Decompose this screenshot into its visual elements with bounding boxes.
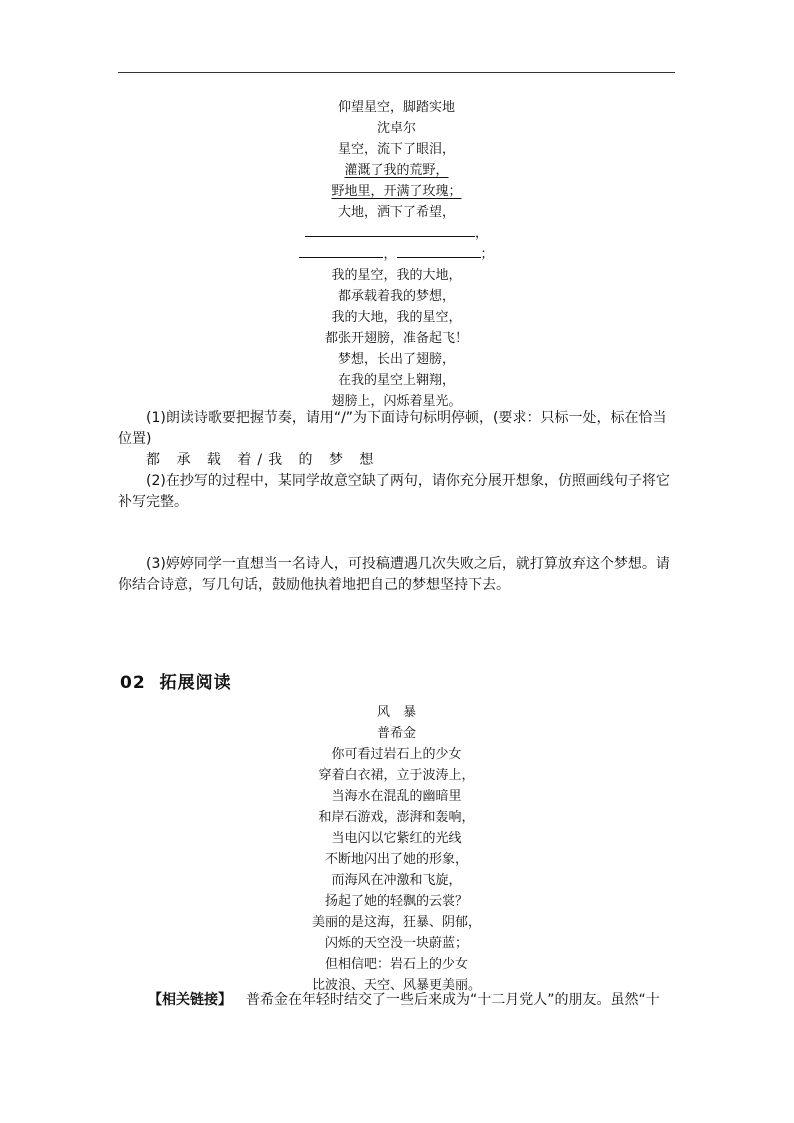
blank-line-2[interactable]: ， ； <box>118 244 675 265</box>
poem-2-title: 风 暴 <box>376 705 416 720</box>
poem-1-line: 我的大地，我的星空， <box>331 310 462 325</box>
poem-2-line: 和岸石游戏，澎湃和轰响， <box>318 810 475 825</box>
poem-1-underlined-line: 野地里，开满了玫瑰； <box>331 184 462 199</box>
poem-2-line: 比波浪、天空、风暴更美丽。 <box>311 978 481 993</box>
poem-2-line: 闪烁的天空没一块蔚蓝； <box>324 936 468 951</box>
section-heading <box>120 668 232 693</box>
section-title: 拓展阅读 <box>159 673 232 693</box>
poem-1-line: 梦想，长出了翅膀， <box>337 352 455 367</box>
poem-1-title: 仰望星空，脚踏实地 <box>337 100 455 115</box>
poem-2-author: 普希金 <box>376 726 416 741</box>
poem-1-line: 翅膀上，闪烁着星光。 <box>331 394 462 409</box>
question-1-sample: 都 承 载 着/我 的 梦 想 <box>146 452 380 468</box>
question-1: (1)朗读诗歌要把握节奏，请用“/”为下面诗句标明停顿，(要求：只标一处，标在恰当位置) <box>118 410 667 447</box>
poem-1-line: 都承载着我的梦想， <box>337 289 455 304</box>
poem-1-line: 大地，洒下了希望， <box>337 205 455 220</box>
poem-2-line: 美丽的是这海，狂暴、阴郁， <box>311 915 481 930</box>
poem-2-line: 当海水在混乱的幽暗里 <box>331 789 462 804</box>
poem-1-line: 在我的星空上翱翔， <box>337 373 455 388</box>
poem-2-line: 当电闪以它紫红的光线 <box>331 831 462 846</box>
poem-2-line: 不断地闪出了她的形象， <box>324 852 468 867</box>
poem-1 <box>118 97 675 412</box>
poem-2-line: 扬起了她的轻飘的云裳？ <box>324 894 468 909</box>
poem-1-line: 都张开翅膀，准备起飞！ <box>324 331 468 346</box>
poem-2-line: 穿着白衣裙，立于波涛上， <box>318 768 475 783</box>
related-link-tag: 【相关链接】 <box>148 992 232 1008</box>
poem-2-line: 但相信吧：岩石上的少女 <box>324 957 468 972</box>
blank-line-1[interactable]: ， <box>118 223 675 244</box>
poem-1-author: 沈卓尔 <box>376 121 416 136</box>
poem-1-line: 星空，流下了眼泪， <box>337 142 455 157</box>
question-2: (2)在抄写的过程中，某同学故意空缺了两句，请你充分展开想象，仿照画线句子将它补写完整。 <box>118 473 670 510</box>
fill-blank[interactable] <box>305 223 475 237</box>
poem-2 <box>118 702 675 996</box>
poem-2-line: 你可看过岩石上的少女 <box>331 747 462 762</box>
header-rule <box>118 72 675 73</box>
related-link-text: 普希金在年轻时结交了一些后来成为“十二月党人”的朋友。虽然“十 <box>246 992 660 1008</box>
poem-2-line: 而海风在冲激和飞旋， <box>331 873 462 888</box>
poem-1-underlined-line: 灌溉了我的荒野， <box>344 163 449 178</box>
section-number: 02 <box>120 673 146 693</box>
related-link <box>148 990 688 1010</box>
poem-1-line: 我的星空，我的大地， <box>331 268 462 283</box>
question-3: (3)婷婷同学一直想当一名诗人，可投稿遭遇几次失败之后，就打算放弃这个梦想。请你结合诗意，写几句话，鼓励他执着地把自己的梦想坚持下去。 <box>118 556 670 593</box>
fill-blank[interactable] <box>299 244 383 258</box>
fill-blank[interactable] <box>397 244 481 258</box>
